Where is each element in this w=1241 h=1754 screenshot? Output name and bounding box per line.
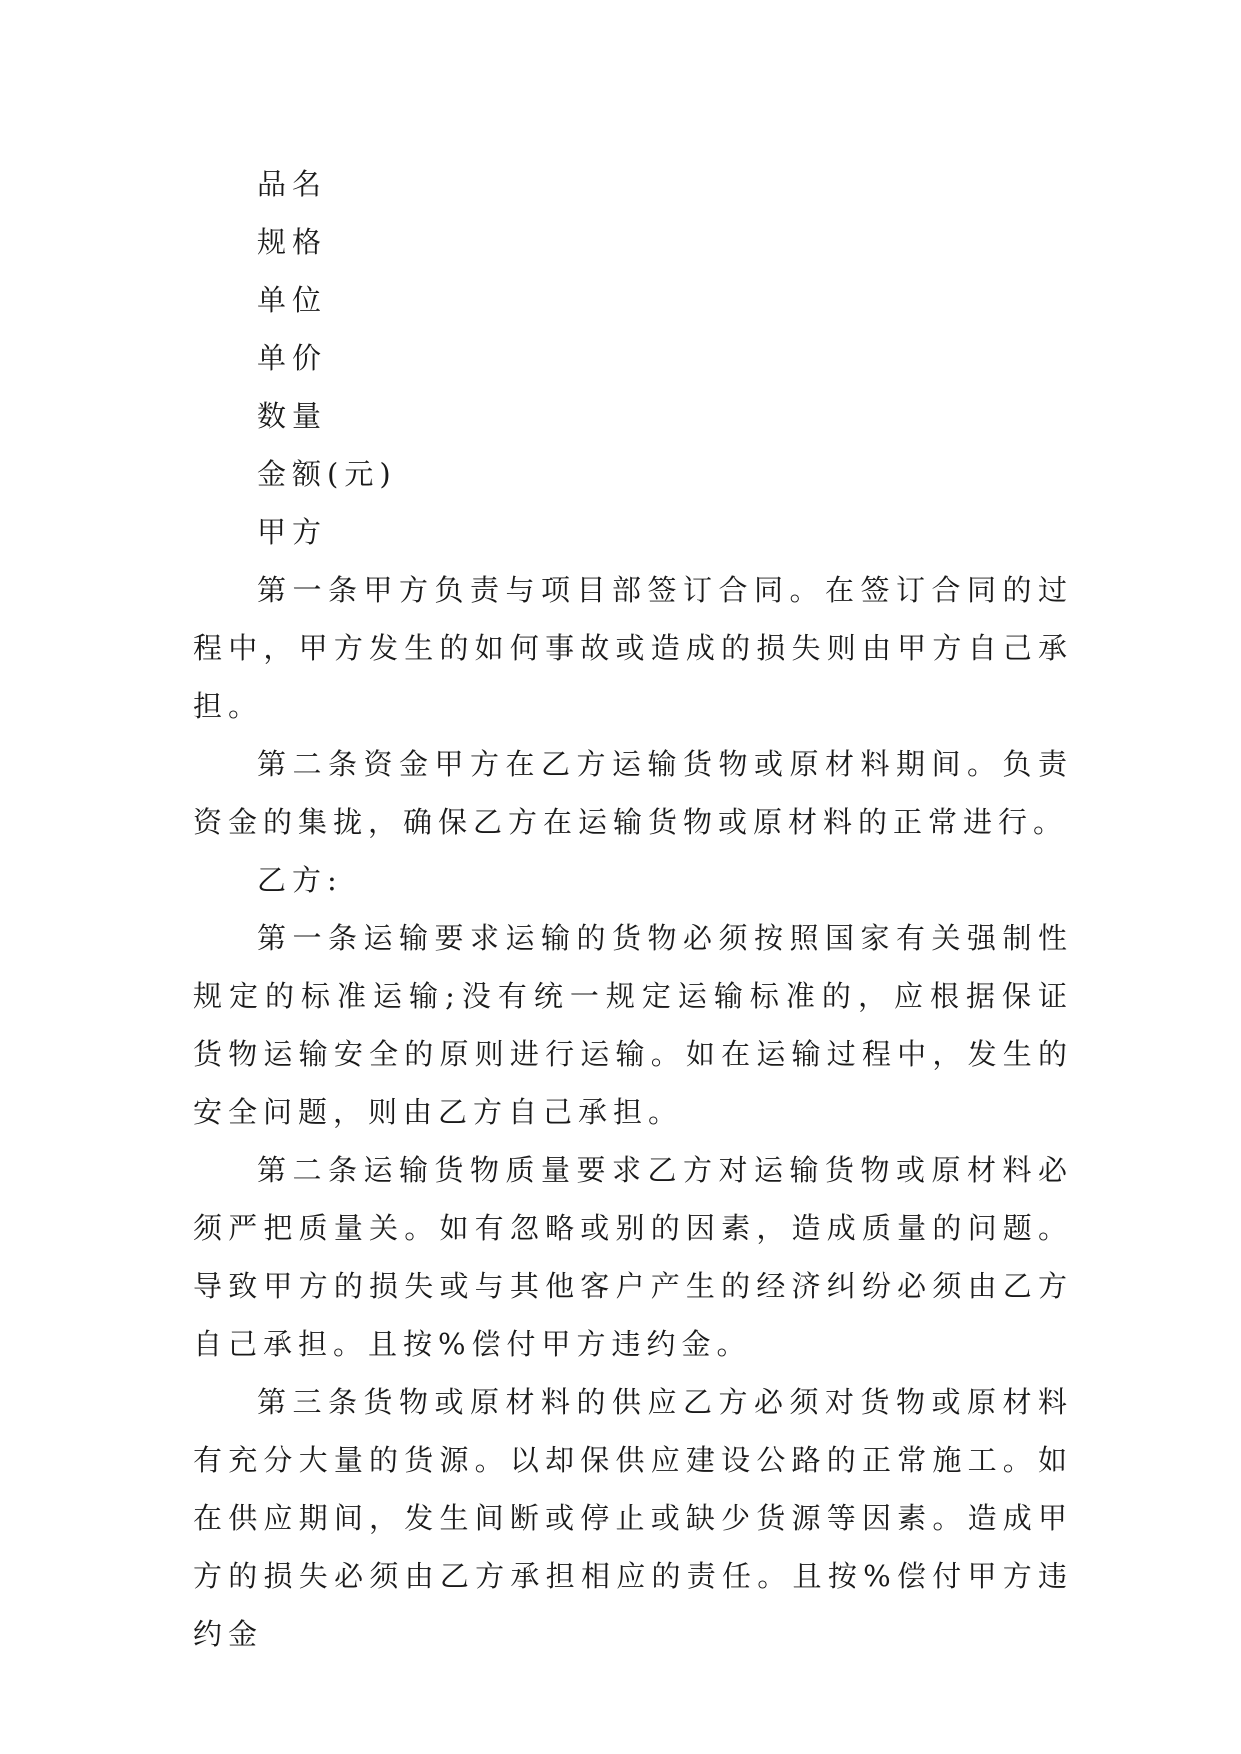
- item-quantity-label: 数量: [257, 399, 328, 433]
- item-amount-label: 金额(元): [257, 457, 397, 491]
- item-unit-label: 单位: [257, 283, 328, 317]
- party-b-clause-3: 第三条货物或原材料的供应乙方必须对货物或原材料有充分大量的货源。以却保供应建设公路的正常施工。如在供应期间，发生间断或停止或缺少货源等因素。造成甲方的损失必须由乙方承担相应的责任。且按%偿付甲方违约金: [193, 1385, 1073, 1651]
- party-b-heading: 乙方:: [257, 863, 343, 897]
- document-body: [193, 155, 1073, 1663]
- party-b-clause-2: 第二条运输货物质量要求乙方对运输货物或原材料必须严把质量关。如有忽略或别的因素，造成质量的问题。导致甲方的损失或与其他客户产生的经济纠纷必须由乙方自己承担。且按%偿付甲方违约金。: [193, 1153, 1073, 1361]
- party-a-clause-1: 第一条甲方负责与项目部签订合同。在签订合同的过程中，甲方发生的如何事故或造成的损失则由甲方自己承担。: [193, 573, 1073, 723]
- party-b-clause-1: 第一条运输要求运输的货物必须按照国家有关强制性规定的标准运输;没有统一规定运输标准的，应根据保证货物运输安全的原则进行运输。如在运输过程中，发生的安全问题，则由乙方自己承担。: [193, 921, 1073, 1129]
- party-a-clause-2: 第二条资金甲方在乙方运输货物或原材料期间。负责资金的集拢，确保乙方在运输货物或原材料的正常进行。: [193, 747, 1073, 839]
- item-name-label: 品名: [257, 167, 328, 201]
- item-unit-price-label: 单价: [257, 341, 328, 375]
- party-a-heading: 甲方: [257, 515, 328, 549]
- item-spec-label: 规格: [257, 225, 328, 259]
